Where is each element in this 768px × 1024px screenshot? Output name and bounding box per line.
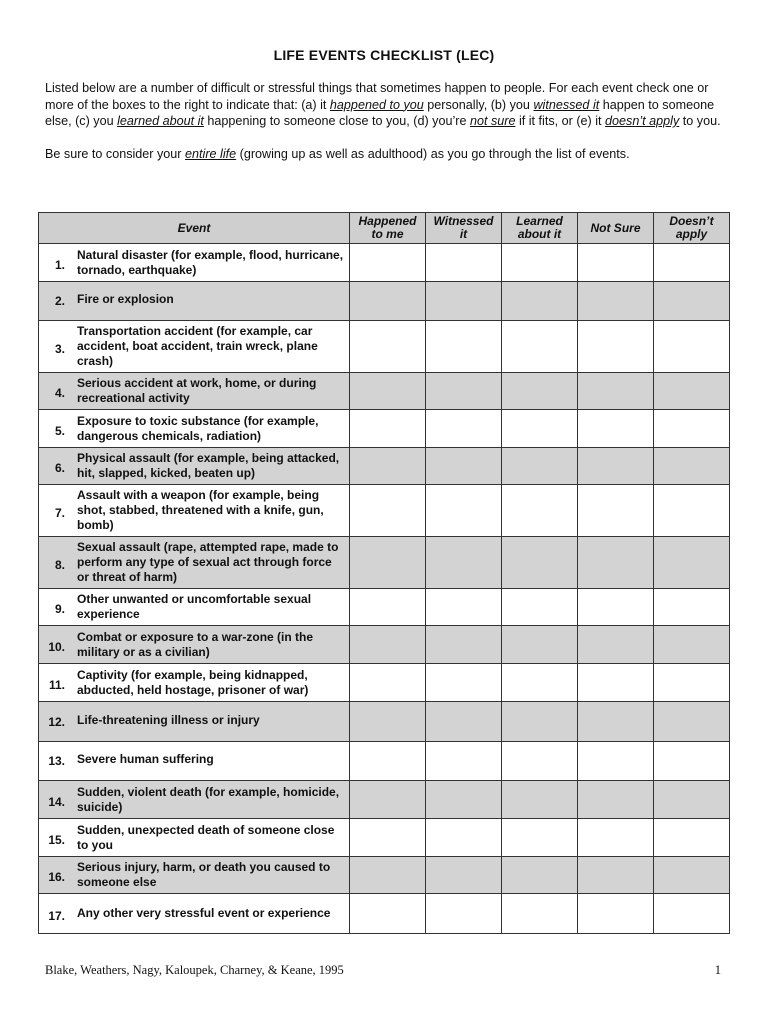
checkbox-not-sure[interactable]	[578, 742, 654, 781]
checkbox-happened[interactable]	[350, 664, 426, 702]
table-row	[39, 448, 730, 485]
event-number: 13.	[39, 742, 72, 781]
emphasis-not-sure: not sure	[469, 114, 516, 128]
header-label-line: Witnessed	[433, 214, 494, 228]
checkbox-doesnt-apply[interactable]	[654, 742, 730, 781]
text-fragment: to you.	[679, 114, 721, 128]
text-fragment: happening to someone close to you, (d) you’re	[203, 114, 470, 128]
emphasis-entire-life: entire life	[185, 146, 237, 161]
checkbox-witnessed[interactable]	[426, 321, 502, 373]
checkbox-happened[interactable]	[350, 485, 426, 537]
checkbox-doesnt-apply[interactable]	[654, 537, 730, 589]
checkbox-happened[interactable]	[350, 282, 426, 321]
header-not-sure	[578, 213, 654, 244]
checkbox-learned[interactable]	[502, 321, 578, 373]
checkbox-happened[interactable]	[350, 321, 426, 373]
event-number: 7.	[39, 485, 72, 537]
checkbox-learned[interactable]	[502, 742, 578, 781]
event-number: 3.	[39, 321, 72, 373]
checkbox-witnessed[interactable]	[426, 626, 502, 664]
checkbox-learned[interactable]	[502, 894, 578, 934]
table-row	[39, 742, 730, 781]
checkbox-learned[interactable]	[502, 410, 578, 448]
table-row	[39, 664, 730, 702]
checkbox-doesnt-apply[interactable]	[654, 857, 730, 894]
header-happened	[350, 213, 426, 244]
instructions	[45, 80, 725, 162]
event-description: Physical assault (for example, being attacked, hit, slapped, kicked, beaten up)	[71, 448, 350, 485]
event-description: Other unwanted or uncomfortable sexual experience	[71, 589, 350, 626]
event-number: 8.	[39, 537, 72, 589]
checkbox-witnessed[interactable]	[426, 781, 502, 819]
table-row	[39, 819, 730, 857]
event-number: 4.	[39, 373, 72, 410]
checkbox-not-sure[interactable]	[578, 244, 654, 282]
event-number: 5.	[39, 410, 72, 448]
emphasis-witnessed: witnessed it	[533, 97, 600, 112]
table-row	[39, 781, 730, 819]
checkbox-doesnt-apply[interactable]	[654, 282, 730, 321]
checkbox-witnessed[interactable]	[426, 485, 502, 537]
checkbox-doesnt-apply[interactable]	[654, 589, 730, 626]
checkbox-happened[interactable]	[350, 857, 426, 894]
checkbox-witnessed[interactable]	[426, 410, 502, 448]
emphasis-happened: happened to you	[329, 97, 424, 112]
checkbox-learned[interactable]	[502, 857, 578, 894]
checkbox-learned[interactable]	[502, 664, 578, 702]
table-row	[39, 244, 730, 282]
text-fragment: Listed below are a number of difficult or stressful things that sometimes happen to people. For each event check one or more of the boxes to the right to indicate that: (a) it	[45, 81, 709, 112]
text-fragment: happen to someone else, (c) you	[45, 97, 715, 128]
event-description: Fire or explosion	[71, 282, 350, 321]
event-description: Assault with a weapon (for example, being shot, stabbed, threatened with a knife, gun, bomb)	[71, 485, 350, 537]
table-row	[39, 702, 730, 742]
text-fragment: if it fits, or (e) it	[515, 114, 606, 128]
header-label-line: Doesn’t	[669, 214, 714, 228]
table-row	[39, 282, 730, 321]
checkbox-not-sure[interactable]	[578, 589, 654, 626]
table-row	[39, 857, 730, 894]
checkbox-not-sure[interactable]	[578, 282, 654, 321]
checkbox-happened[interactable]	[350, 373, 426, 410]
checkbox-learned[interactable]	[502, 819, 578, 857]
checkbox-happened[interactable]	[350, 448, 426, 485]
event-number: 16.	[39, 857, 72, 894]
checkbox-learned[interactable]	[502, 537, 578, 589]
checkbox-not-sure[interactable]	[578, 702, 654, 742]
event-description: Captivity (for example, being kidnapped, abducted, held hostage, prisoner of war)	[71, 664, 350, 702]
header-doesnt-apply	[654, 213, 730, 244]
checkbox-not-sure[interactable]	[578, 373, 654, 410]
event-description: Any other very stressful event or experience	[71, 894, 350, 934]
event-description: Life-threatening illness or injury	[71, 702, 350, 742]
checkbox-doesnt-apply[interactable]	[654, 373, 730, 410]
checkbox-happened[interactable]	[350, 742, 426, 781]
page-title: LIFE EVENTS CHECKLIST (LEC)	[273, 47, 495, 63]
checkbox-not-sure[interactable]	[578, 448, 654, 485]
event-number: 17.	[39, 894, 72, 934]
checkbox-learned[interactable]	[502, 626, 578, 664]
table-row	[39, 589, 730, 626]
checkbox-not-sure[interactable]	[578, 410, 654, 448]
emphasis-doesnt-apply: doesn’t apply	[605, 114, 680, 128]
event-description: Sudden, unexpected death of someone close to you	[71, 819, 350, 857]
event-description: Transportation accident (for example, car accident, boat accident, train wreck, plane crash)	[71, 321, 350, 373]
text-fragment: (growing up as well as adulthood) as you go through the list of events.	[236, 146, 630, 161]
checkbox-happened[interactable]	[350, 626, 426, 664]
header-row	[39, 213, 730, 244]
event-number: 1.	[39, 244, 72, 282]
event-number: 14.	[39, 781, 72, 819]
event-description: Sudden, violent death (for example, homicide, suicide)	[71, 781, 350, 819]
event-description: Severe human suffering	[71, 742, 350, 781]
checklist-table	[38, 212, 730, 934]
table-row	[39, 373, 730, 410]
checkbox-learned[interactable]	[502, 282, 578, 321]
checkbox-witnessed[interactable]	[426, 664, 502, 702]
text-fragment: Be sure to consider your	[45, 146, 186, 161]
header-label-line: Happened	[358, 214, 417, 228]
header-label-line: about it	[517, 227, 562, 241]
checkbox-learned[interactable]	[502, 702, 578, 742]
checkbox-witnessed[interactable]	[426, 244, 502, 282]
checkbox-happened[interactable]	[350, 537, 426, 589]
event-number: 9.	[39, 589, 72, 626]
checkbox-witnessed[interactable]	[426, 702, 502, 742]
event-number: 11.	[39, 664, 72, 702]
checkbox-learned[interactable]	[502, 244, 578, 282]
emphasis-learned: learned about it	[117, 114, 204, 128]
header-witnessed	[426, 213, 502, 244]
checkbox-not-sure[interactable]	[578, 485, 654, 537]
checkbox-learned[interactable]	[502, 781, 578, 819]
header-label-line: Learned	[516, 214, 563, 228]
event-number: 2.	[39, 282, 72, 321]
checkbox-witnessed[interactable]	[426, 857, 502, 894]
checkbox-happened[interactable]	[350, 410, 426, 448]
checkbox-learned[interactable]	[502, 373, 578, 410]
checkbox-witnessed[interactable]	[426, 819, 502, 857]
citation-footer: Blake, Weathers, Nagy, Kaloupek, Charney, & Keane, 1995	[45, 963, 344, 977]
event-number: 12.	[39, 702, 72, 742]
checkbox-not-sure[interactable]	[578, 857, 654, 894]
text-fragment: personally, (b) you	[423, 97, 534, 112]
event-description: Combat or exposure to a war-zone (in the military or as a civilian)	[71, 626, 350, 664]
table-row	[39, 626, 730, 664]
table-row	[39, 485, 730, 537]
checkbox-doesnt-apply[interactable]	[654, 664, 730, 702]
checkbox-learned[interactable]	[502, 485, 578, 537]
checkbox-happened[interactable]	[350, 781, 426, 819]
checkbox-witnessed[interactable]	[426, 589, 502, 626]
checkbox-witnessed[interactable]	[426, 742, 502, 781]
table-row	[39, 537, 730, 589]
checkbox-happened[interactable]	[350, 894, 426, 934]
checkbox-doesnt-apply[interactable]	[654, 244, 730, 282]
page-number: 1	[714, 963, 721, 977]
instructions-paragraph-2	[45, 146, 725, 163]
event-description: Sexual assault (rape, attempted rape, made to perform any type of sexual act through force or threat of harm)	[71, 537, 350, 589]
checkbox-learned[interactable]	[502, 448, 578, 485]
header-learned	[502, 213, 578, 244]
event-number: 15.	[39, 819, 72, 857]
checkbox-not-sure[interactable]	[578, 321, 654, 373]
checkbox-not-sure[interactable]	[578, 537, 654, 589]
instructions-paragraph-1	[45, 80, 725, 130]
checkbox-not-sure[interactable]	[578, 819, 654, 857]
event-description: Serious injury, harm, or death you caused to someone else	[71, 857, 350, 894]
event-description: Natural disaster (for example, flood, hurricane, tornado, earthquake)	[71, 244, 350, 282]
checkbox-witnessed[interactable]	[426, 537, 502, 589]
event-number: 10.	[39, 626, 72, 664]
checkbox-doesnt-apply[interactable]	[654, 626, 730, 664]
checkbox-witnessed[interactable]	[426, 894, 502, 934]
checkbox-witnessed[interactable]	[426, 448, 502, 485]
header-label-line: it	[459, 227, 468, 241]
header-event	[39, 213, 350, 244]
checkbox-happened[interactable]	[350, 244, 426, 282]
table-row	[39, 410, 730, 448]
checkbox-not-sure[interactable]	[578, 781, 654, 819]
checkbox-not-sure[interactable]	[578, 664, 654, 702]
checkbox-doesnt-apply[interactable]	[654, 448, 730, 485]
checkbox-doesnt-apply[interactable]	[654, 894, 730, 934]
table-row	[39, 894, 730, 934]
event-description: Exposure to toxic substance (for example, dangerous chemicals, radiation)	[71, 410, 350, 448]
event-number: 6.	[39, 448, 72, 485]
event-description: Serious accident at work, home, or during recreational activity	[71, 373, 350, 410]
checkbox-doesnt-apply[interactable]	[654, 410, 730, 448]
checkbox-doesnt-apply[interactable]	[654, 485, 730, 537]
header-label-line: to me	[371, 227, 404, 241]
header-label-line: Not Sure	[590, 220, 641, 235]
checkbox-witnessed[interactable]	[426, 282, 502, 321]
header-label-line: apply	[675, 227, 708, 241]
checkbox-doesnt-apply[interactable]	[654, 321, 730, 373]
checkbox-not-sure[interactable]	[578, 626, 654, 664]
checkbox-happened[interactable]	[350, 589, 426, 626]
checkbox-doesnt-apply[interactable]	[654, 819, 730, 857]
header-event-label: Event	[177, 220, 211, 235]
checkbox-doesnt-apply[interactable]	[654, 781, 730, 819]
checkbox-doesnt-apply[interactable]	[654, 702, 730, 742]
checkbox-not-sure[interactable]	[578, 894, 654, 934]
checkbox-witnessed[interactable]	[426, 373, 502, 410]
checkbox-happened[interactable]	[350, 702, 426, 742]
table-row	[39, 321, 730, 373]
checkbox-happened[interactable]	[350, 819, 426, 857]
checkbox-learned[interactable]	[502, 589, 578, 626]
